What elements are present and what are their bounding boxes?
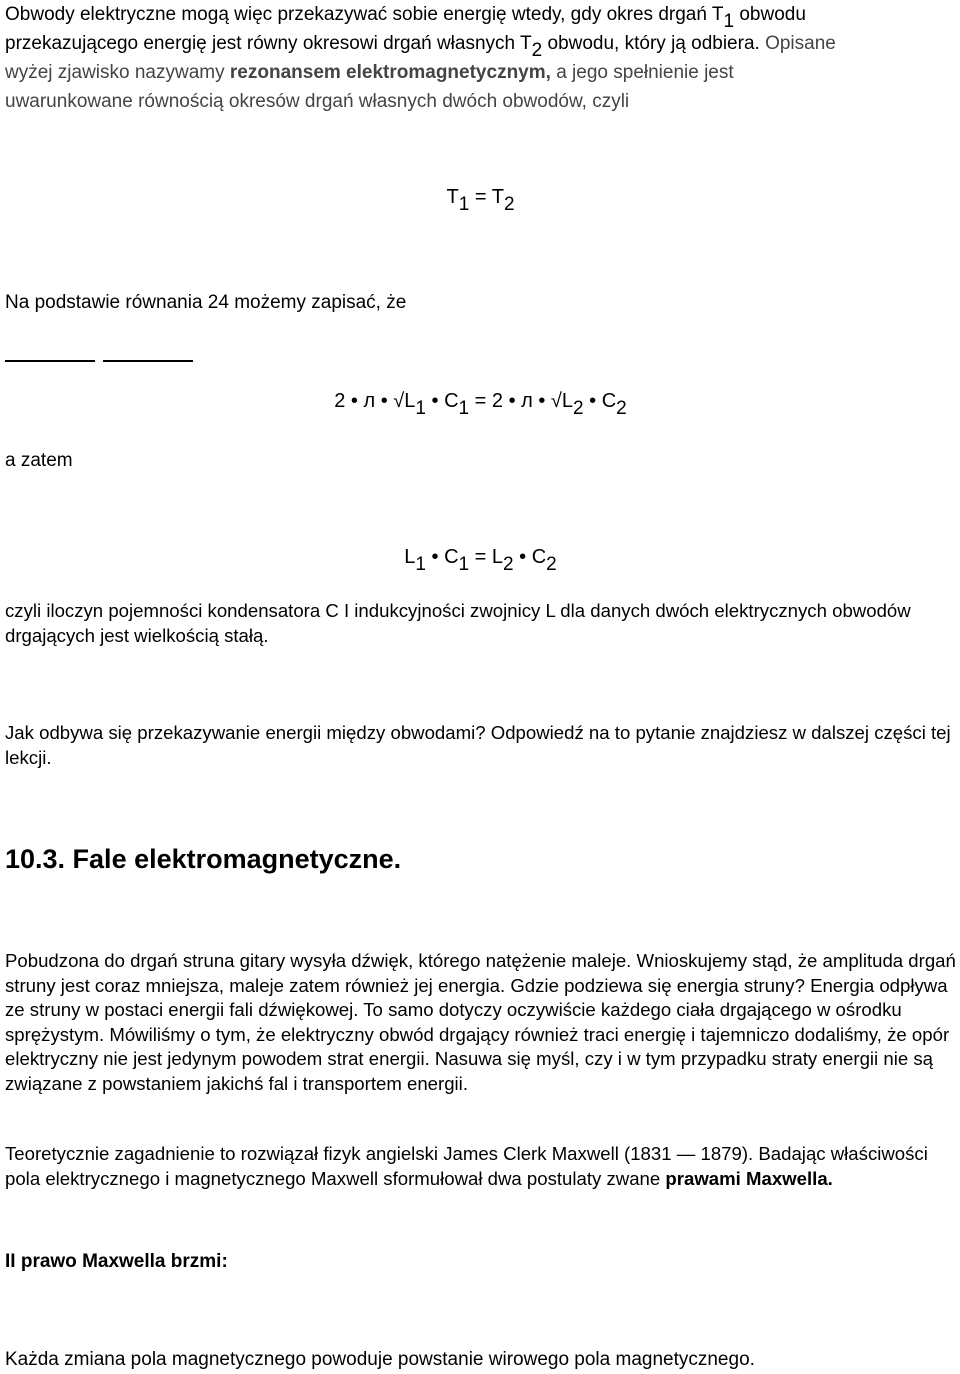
basis-text: Na podstawie równania 24 możemy zapisać, że (5, 292, 407, 313)
law-heading: II prawo Maxwella brzmi: (5, 1251, 228, 1272)
paragraph-maxwell: Teoretycznie zagadnienie to rozwiązał fizyk angielski James Clerk Maxwell (1831 — 1879). Badając właściwości pola elektrycznego i magnetycznego Maxwell sformułował dwa postulaty zwane prawami Maxwella. (5, 1143, 928, 1189)
a-zatem-label: a zatem (5, 450, 73, 471)
equation-lc-product: $L_1$ • $C_1 = L_2$ • $C_2$ (404, 546, 557, 575)
intro-line-1: Obwody elektryczne mogą więc przekazywać sobie energię wtedy, gdy okres drgań $T_1$ obwodu (5, 4, 806, 32)
intro-line-4: uwarunkowane równością okresów drgań własnych dwóch obwodów, czyli (5, 91, 630, 112)
intro-line-3: wyżej zjawisko nazywamy rezonansem elektromagnetycznym, a jego spełnienie jest (5, 62, 734, 83)
paragraph-string-energy: Pobudzona do drgań struna gitary wysyła dźwięk, którego natężenie maleje. Wnioskujemy stąd, że amplituda drgań struny jest coraz mniejsza, maleje zatem również jej energia. Gdzie podziewa się energia struny? Energia odpływa ze struny w postaci energii fali dźwiękowej. To samo dotyczy oczywiście każdego ciała drgającego w ośrodku sprężystym. Mówiliśmy o tym, że elektryczny obwód drgający również traci energię i tajemniczo dodaliśmy, że opór elektryczny nie jest jedynym powodem strat energii. Nasuwa się myśl, czy i w tym przypadku straty energii nie są związane z powstaniem jakichś fal i transportem energii. (5, 950, 956, 1094)
law-text: Każda zmiana pola magnetycznego powoduje powstanie wirowego pola magnetycznego. (5, 1349, 755, 1370)
question-paragraph: Jak odbywa się przekazywanie energii między obwodami? Odpowiedź na to pytanie znajdziesz w dalszej części tej lekcji. (5, 722, 951, 768)
section-heading: 10.3. Fale elektromagnetyczne. (5, 844, 402, 874)
equation-periods: $T_1 = T_2$ (446, 186, 515, 215)
intro-line-2: przekazującego energię jest równy okresowi drgań własnych $T_2$ obwodu, który ją odbiera. Opisane (5, 33, 836, 61)
intro-paragraph (5, 0, 956, 116)
conclusion-paragraph: czyli iloczyn pojemności kondensatora C I indukcyjności zwojnicy L dla danych dwóch elektrycznych obwodów drgających jest wielkością stałą. (5, 600, 911, 646)
equation-thomson: 2 • л • $√L_1$ • $C_1 = 2$ • л • $√L_2$ • $C_2$ (334, 390, 627, 419)
fraction-bar-right (103, 360, 193, 362)
fraction-bar-left (5, 360, 95, 362)
